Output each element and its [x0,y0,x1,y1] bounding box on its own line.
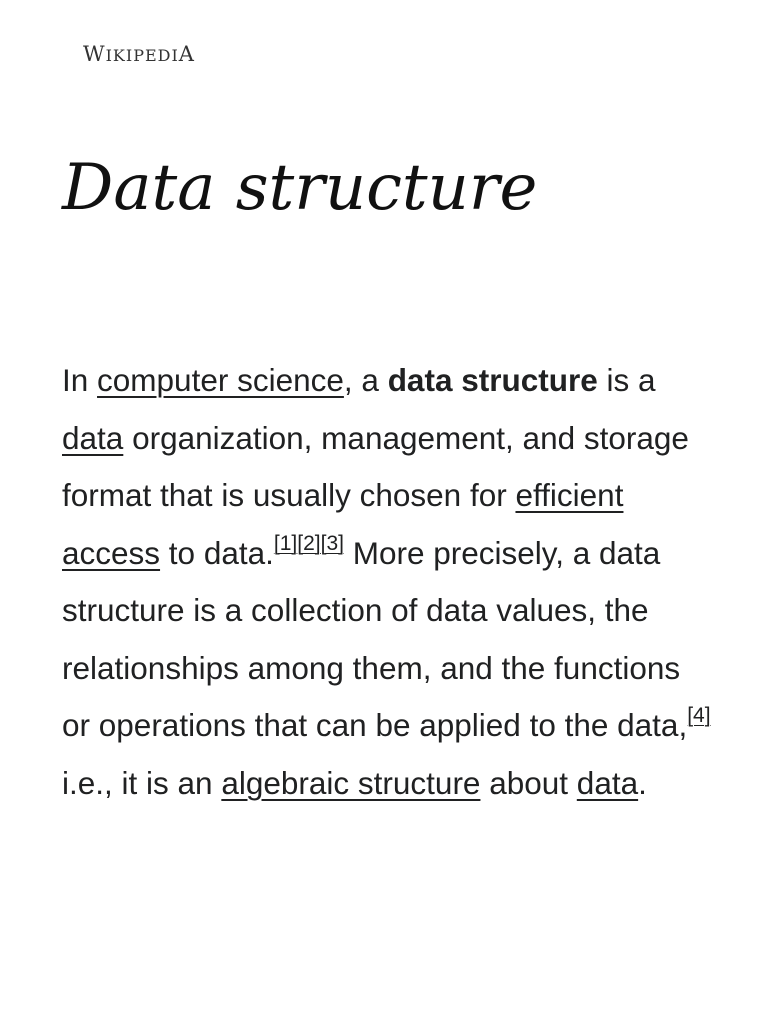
bold-term-data-structure: data structure [387,362,598,398]
lead-paragraph [62,352,712,812]
citation-2[interactable]: [2] [297,531,321,555]
link-efficient[interactable]: efficient [515,477,624,513]
lead-text: , a [343,362,388,398]
link-data[interactable]: data [62,419,124,456]
citation-1[interactable]: [1] [273,531,298,555]
lead-text: More precisely, a data structure is a collection of data values, the relationships among them, and the functions or operations that can be applied to the data, [62,534,688,743]
citation-group [274,532,344,555]
lead-text: . [638,764,647,801]
lead-text: about [480,764,577,801]
wikipedia-wordmark[interactable] [83,42,195,66]
page-title: Data structure [62,151,538,225]
citation-3[interactable]: [3] [320,531,344,555]
citation-group [687,704,710,727]
lead-text: In [62,362,98,398]
link-computer-science[interactable]: computer science [97,362,344,398]
wordmark-final: A [178,42,195,66]
link-algebraic-structure[interactable]: algebraic structure [221,764,481,801]
lead-text: is a [597,362,656,398]
lead-text: organization, management, and storage format that is usually chosen for [62,419,689,513]
wordmark-middle: IKIPEDI [105,46,179,65]
lead-text: i.e., it is an [62,764,222,801]
link-data-2[interactable]: data [576,764,639,801]
lead-text: to data. [160,534,274,571]
link-access[interactable]: access [62,534,161,571]
citation-4[interactable]: [4] [687,704,711,727]
wordmark-initial: W [83,42,106,66]
